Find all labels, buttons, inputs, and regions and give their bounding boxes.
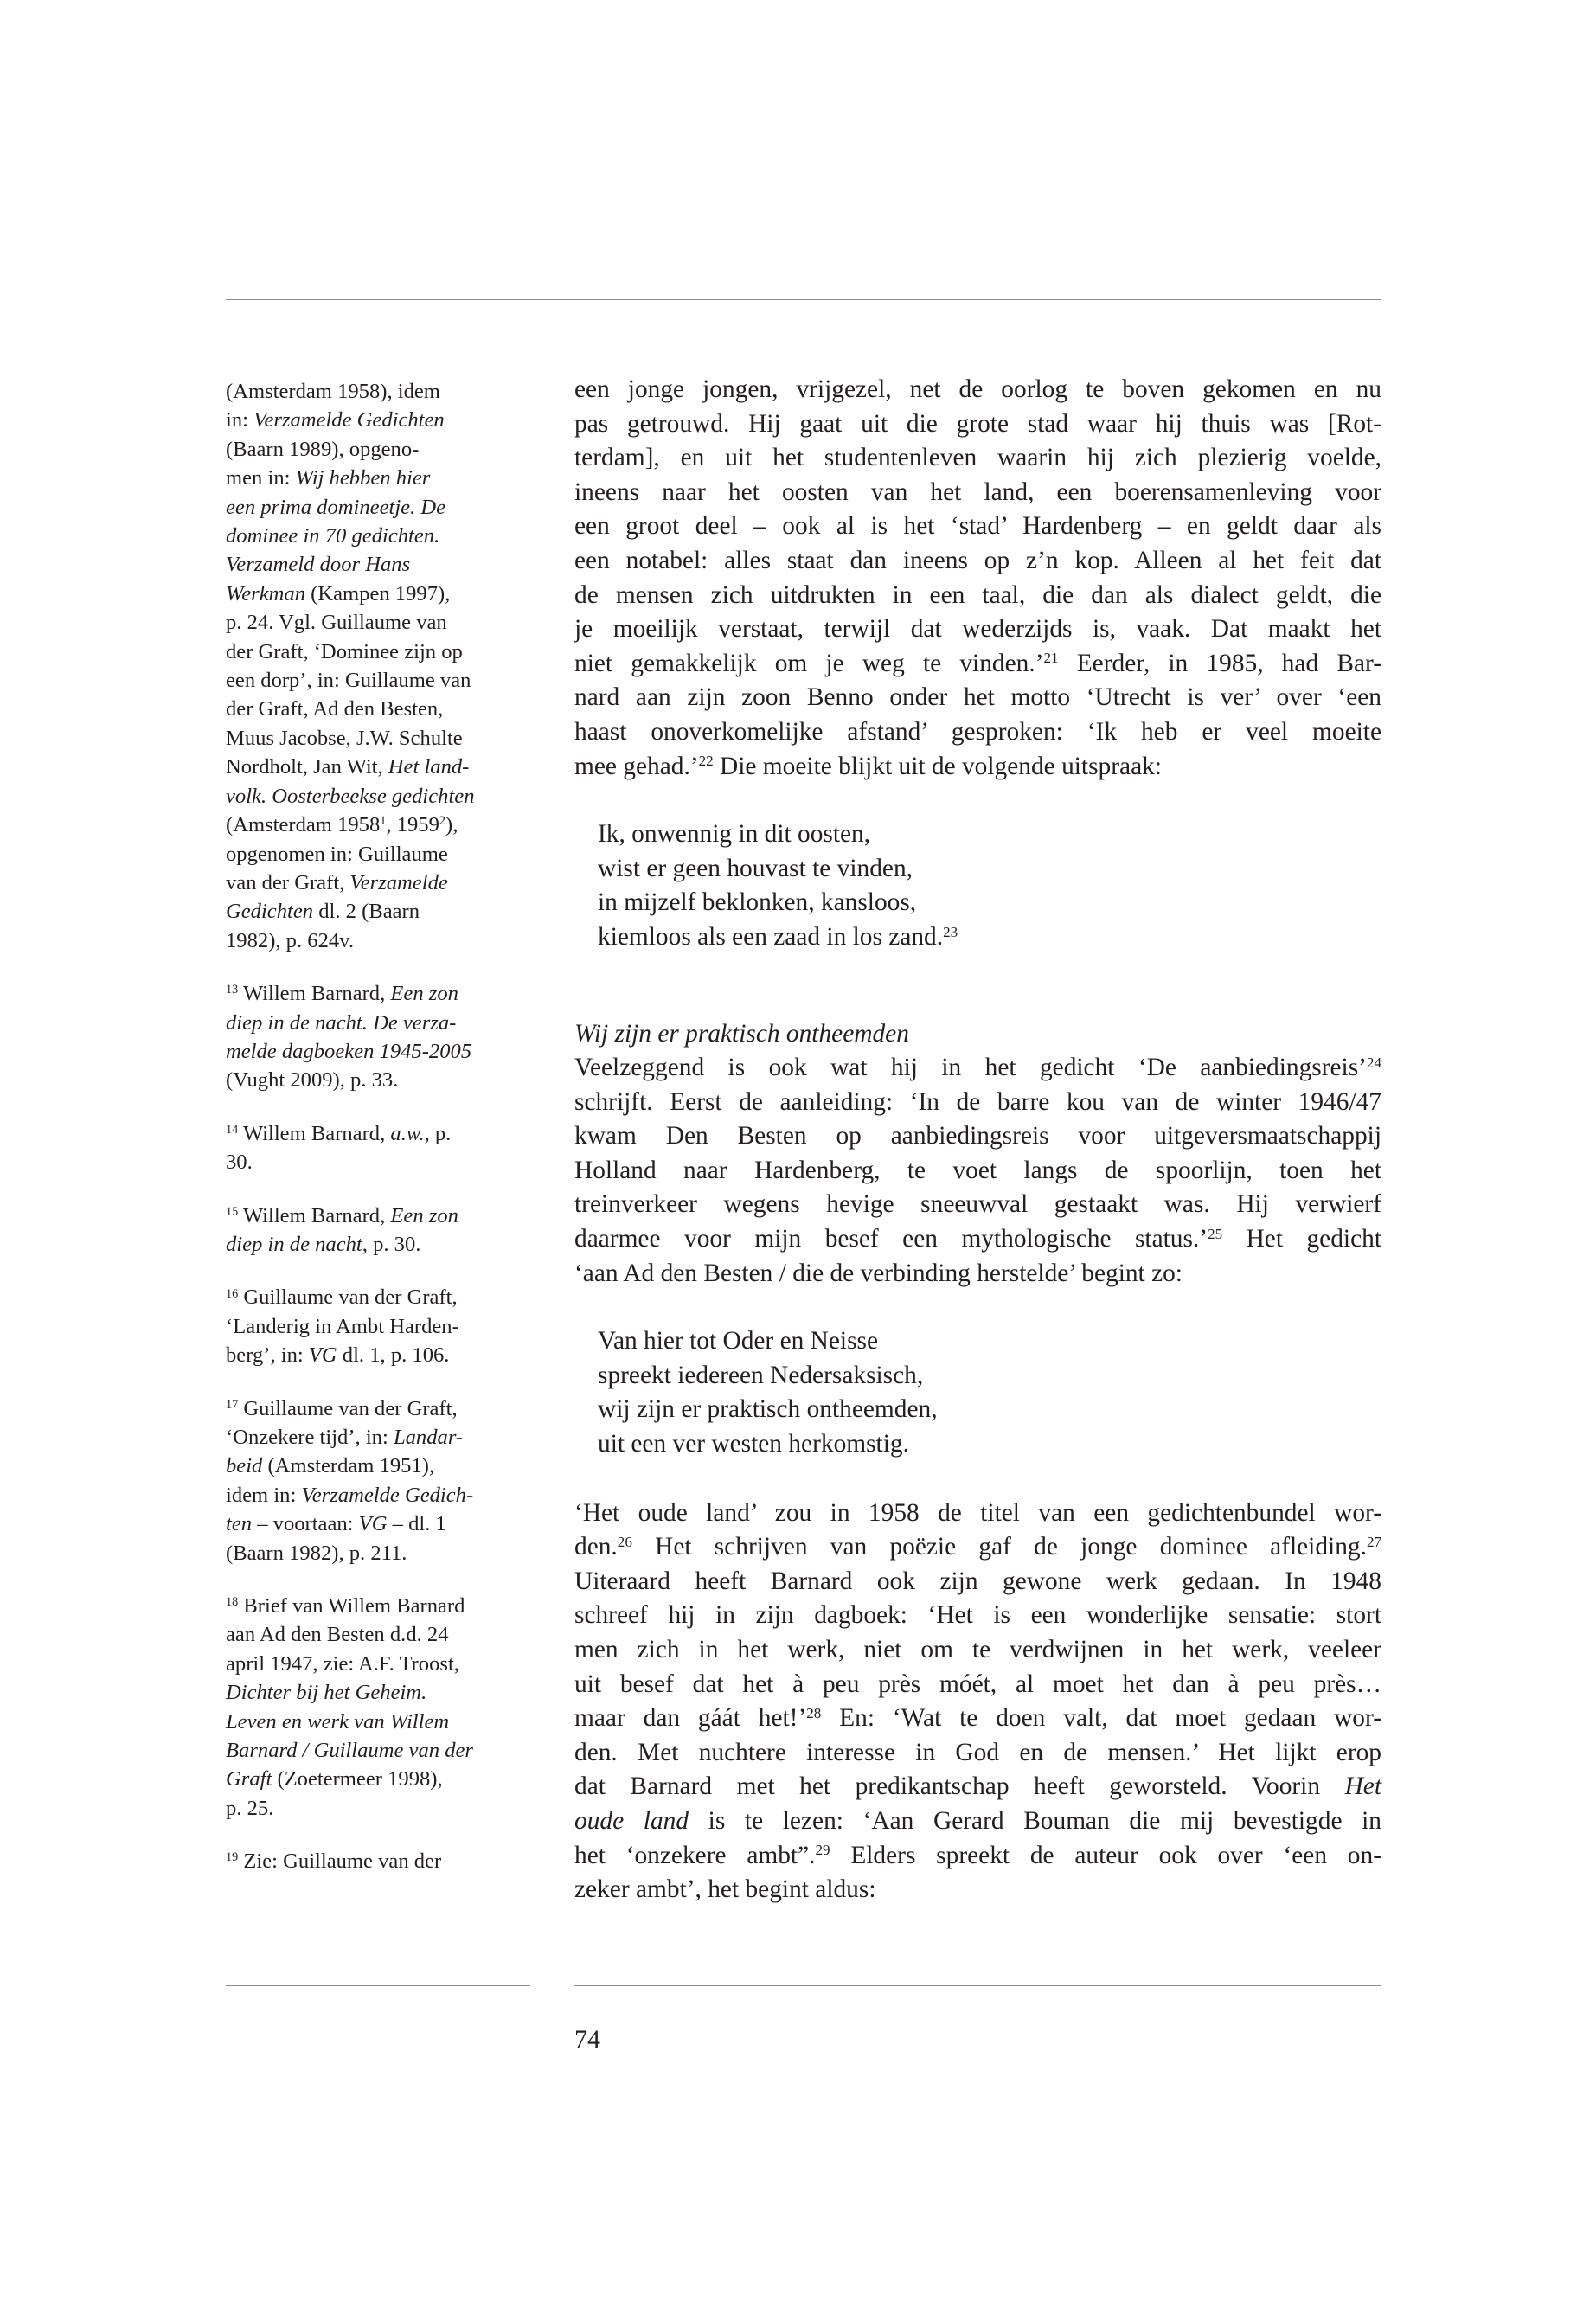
footnote-line: dominee in 70 gedichten. xyxy=(226,524,440,548)
poem-line: Van hier tot Oder en Neisse xyxy=(598,1327,879,1356)
text-line: niet gemakkelijk om je weg te vinden.’$^{21}$ Eerder, in 1985, had Bar- xyxy=(574,649,1381,677)
footnote-line: ‘Landerig in Ambt Harden- xyxy=(226,1314,459,1338)
page-number: 74 xyxy=(574,2025,600,2054)
footnote-line: der Graft, Ad den Besten, xyxy=(226,697,444,721)
footnote-line: beid (Amsterdam 1951), xyxy=(226,1454,435,1478)
text-line: mee gehad.’$^{22}$ Die moeite blijkt uit de volgende uitspraak: xyxy=(574,752,1162,780)
footnote-line: ten – voortaan: VG – dl. 1 xyxy=(226,1512,446,1536)
footnote-line: 30. xyxy=(226,1150,253,1175)
footnote-line: (Baarn 1989), opgeno- xyxy=(226,437,420,461)
footnote-line: (Amsterdam 1958$^1$, 1959$^2$), xyxy=(226,813,458,837)
footnote-line: Muus Jacobse, J.W. Schulte xyxy=(226,726,463,750)
text-line: nard aan zijn zoon Benno onder het motto ‘Utrecht is ver’ over ‘een xyxy=(574,683,1381,712)
text-line: Uiteraard heeft Barnard ook zijn gewone werk gedaan. In 1948 xyxy=(574,1567,1381,1595)
footnote-line: april 1947, zie: A.F. Troost, xyxy=(226,1651,459,1676)
footnote-line: ‘Onzekere tijd’, in: Landar- xyxy=(226,1426,464,1449)
text-line: zeker ambt’, het begint aldus: xyxy=(574,1875,876,1904)
footnote-line: (Baarn 1982), p. 211. xyxy=(226,1541,407,1565)
footnote-n16 xyxy=(226,1283,530,1369)
main-bottom-rule xyxy=(574,1985,1381,1986)
footnote-n15 xyxy=(226,1202,530,1259)
footnote-line: diep in de nacht, p. 30. xyxy=(226,1232,421,1256)
footnote-line: berg’, in: VG dl. 1, p. 106. xyxy=(226,1343,450,1368)
footnote-line: $^{13}$ Willem Barnard, Een zon xyxy=(226,982,458,1006)
text-line: uit besef dat het à peu près móét, al moet het dan à peu près… xyxy=(574,1670,1381,1698)
text-line: haast onoverkomelijke afstand’ gesproken: ‘Ik heb er veel moeite xyxy=(574,717,1381,746)
text-line: oude land is te lezen: ‘Aan Gerard Bouman die mij bevestigde in xyxy=(574,1806,1382,1835)
footnote-line: p. 24. Vgl. Guillaume van xyxy=(226,611,447,635)
footnote-line: 1982), p. 624v. xyxy=(226,928,355,952)
footnote-line: aan Ad den Besten d.d. 24 xyxy=(226,1623,449,1647)
footnote-n17 xyxy=(226,1394,530,1567)
paragraph-3 xyxy=(574,1497,1381,1907)
poem-line: wist er geen houvast te vinden, xyxy=(598,854,913,882)
text-line: Holland naar Hardenberg, te voet langs de spoorlijn, toen het xyxy=(574,1156,1381,1184)
footnote-line: Graft (Zoetermeer 1998), xyxy=(226,1767,443,1791)
text-line: een notabel: alles staat dan ineens op z’n kop. Alleen al het feit dat xyxy=(574,546,1381,574)
footnote-line: volk. Oosterbeekse gedichten xyxy=(226,784,475,808)
footnote-line: men in: Wij hebben hier xyxy=(226,466,431,490)
poem-line: wij zijn er praktisch ontheemden, xyxy=(598,1395,938,1424)
text-line: Veelzeggend is ook wat hij in het gedicht ‘De aanbiedingsreis’$^{24}$ xyxy=(574,1054,1381,1082)
footnote-line: Leven en werk van Willem xyxy=(226,1709,450,1734)
text-line: een groot deel – ook al is het ‘stad’ Hardenberg – en geldt daar als xyxy=(574,512,1381,541)
text-line: pas getrouwd. Hij gaat uit die grote stad waar hij thuis was [Rot- xyxy=(574,409,1381,438)
footnotes-column xyxy=(226,377,530,1900)
footnote-line: Verzameld door Hans xyxy=(226,553,411,577)
footnote-line: Nordholt, Jan Wit, Het land- xyxy=(226,755,470,779)
poem-line: uit een ver westen herkomstig. xyxy=(598,1430,909,1458)
footnotes-bottom-rule xyxy=(226,1985,530,1986)
text-line: je moeilijk verstaat, terwijl dat wederzijds is, vaak. Dat maakt het xyxy=(574,615,1381,644)
footnote-line: een prima domineetje. De xyxy=(226,495,446,519)
text-line: maar dan gáát het!’$^{28}$ En: ‘Wat te doen valt, dat moet gedaan wor- xyxy=(574,1704,1381,1733)
footnote-line: der Graft, ‘Dominee zijn op xyxy=(226,639,463,663)
text-line: schreef hij in zijn dagboek: ‘Het is een wonderlijke sensatie: stort xyxy=(574,1601,1381,1630)
footnote-line: opgenomen in: Guillaume xyxy=(226,842,448,866)
footnote-line: p. 25. xyxy=(226,1796,274,1820)
footnote-line: (Vught 2009), p. 33. xyxy=(226,1068,399,1093)
main-text-column xyxy=(574,373,1381,1907)
paragraph-2 xyxy=(574,1051,1381,1291)
text-line: treinverkeer wegens hevige sneeuwval gestaakt was. Hij verwierf xyxy=(574,1190,1381,1219)
footnote-line: een dorp’, in: Guillaume van xyxy=(226,669,471,693)
footnote-line: Dichter bij het Geheim. xyxy=(226,1681,427,1705)
footnote-line: $^{14}$ Willem Barnard, a.w., p. xyxy=(226,1121,452,1145)
text-line: kwam Den Besten op aanbiedingsreis voor uitgeversmaatschappij xyxy=(574,1122,1381,1150)
text-line: het ‘onzekere ambt”.$^{29}$ Elders spreekt de auteur ook over ‘een on- xyxy=(574,1841,1381,1869)
footnote-n14 xyxy=(226,1119,530,1177)
poem-line: in mijzelf beklonken, kansloos, xyxy=(598,888,917,917)
text-line: ineens naar het oosten van het land, een boerensamenleving voor xyxy=(574,478,1381,506)
footnote-line: van der Graft, Verzamelde xyxy=(226,870,448,894)
footnote-line: in: Verzamelde Gedichten xyxy=(226,408,445,433)
text-line: daarmee voor mijn besef een mythologische status.’$^{25}$ Het gedicht xyxy=(574,1225,1381,1253)
top-rule xyxy=(226,299,1381,300)
footnote-line: $^{17}$ Guillaume van der Graft, xyxy=(226,1396,458,1420)
footnote-line: melde dagboeken 1945-2005 xyxy=(226,1039,472,1063)
footnote-n19 xyxy=(226,1847,530,1875)
footnote-n18 xyxy=(226,1592,530,1823)
footnote-n12c xyxy=(226,377,530,955)
text-line: men zich in het werk, niet om te verdwijnen in het werk, veeleer xyxy=(574,1636,1381,1663)
text-line: terdam], en uit het studentenleven waarin hij zich plezierig voelde, xyxy=(574,444,1381,472)
paragraph-1 xyxy=(574,373,1381,784)
text-line: ‘aan Ad den Besten / die de verbinding herstelde’ begint zo: xyxy=(574,1259,1183,1287)
footnote-line: idem in: Verzamelde Gedich- xyxy=(226,1483,474,1507)
poem-line: Ik, onwennig in dit oosten, xyxy=(598,820,871,849)
footnote-line: Barnard / Guillaume van der xyxy=(226,1739,473,1763)
footnote-n13 xyxy=(226,979,530,1095)
footnote-line: $^{18}$ Brief van Willem Barnard xyxy=(226,1594,465,1618)
footnote-line: Werkman (Kampen 1997), xyxy=(226,581,451,606)
poem-quote-1 xyxy=(598,817,1381,954)
text-line: den. Met nuchtere interesse in God en de mensen.’ Het lijkt erop xyxy=(574,1738,1381,1766)
footnote-line: (Amsterdam 1958), idem xyxy=(226,380,440,403)
section-title: Wij zijn er praktisch ontheemden xyxy=(574,1019,909,1048)
poem-line: spreekt iedereen Nedersaksisch, xyxy=(598,1361,924,1389)
text-line: de mensen zich uitdrukten in een taal, die dan als dialect geldt, die xyxy=(574,580,1381,609)
footnote-line: $^{16}$ Guillaume van der Graft, xyxy=(226,1285,458,1310)
poem-line: kiemloos als een zaad in los zand.$^{23}$ xyxy=(598,922,958,951)
text-line: een jonge jongen, vrijgezel, net de oorlog te boven gekomen en nu xyxy=(574,375,1381,403)
footnote-line: $^{19}$ Zie: Guillaume van der xyxy=(226,1849,442,1874)
text-line: schrijft. Eerst de aanleiding: ‘In de barre kou van de winter 1946/47 xyxy=(574,1087,1381,1116)
poem-quote-2 xyxy=(598,1324,1381,1461)
footnote-line: $^{15}$ Willem Barnard, Een zon xyxy=(226,1203,458,1227)
footnote-line: diep in de nacht. De verza- xyxy=(226,1010,457,1035)
text-line: dat Barnard met het predikantschap heeft geworsteld. Voorin Het xyxy=(574,1772,1381,1801)
text-line: den.$^{26}$ Het schrijven van poëzie gaf de jonge dominee afleiding.$^{27}$ xyxy=(574,1533,1381,1561)
footnote-line: Gedichten dl. 2 (Baarn xyxy=(226,900,420,924)
text-line: ‘Het oude land’ zou in 1958 de titel van een gedichtenbundel wor- xyxy=(574,1498,1381,1527)
